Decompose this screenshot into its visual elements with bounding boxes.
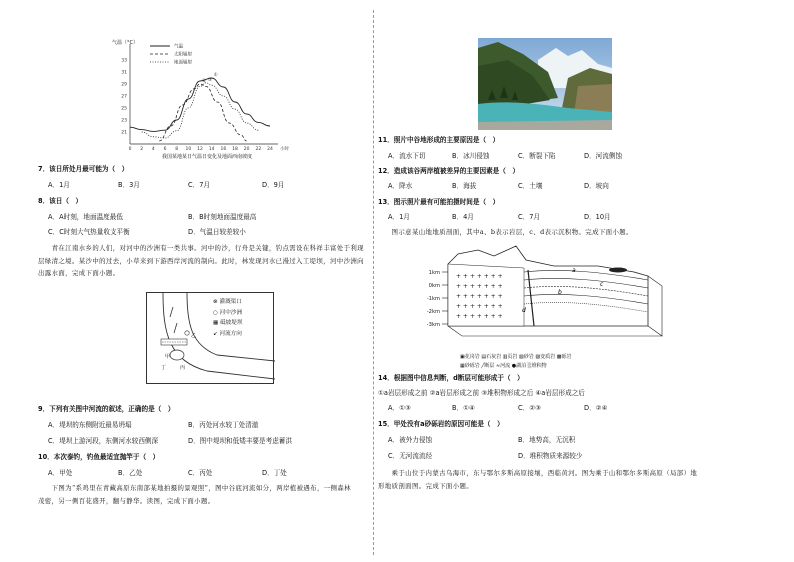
river-map xyxy=(146,292,274,384)
chart-x-tick-label: 0 xyxy=(128,147,132,152)
q7-option-c[interactable]: C．7月 xyxy=(188,181,210,189)
chart-legend-label: 气温 xyxy=(174,44,183,50)
q7-option-b[interactable]: B．3月 xyxy=(118,181,140,189)
passage-2-line: 茂密，另一侧百花盛开，翻与静华。读图，完成下面小题。 xyxy=(38,496,215,505)
q14-option-c[interactable]: C．②③ xyxy=(518,404,542,412)
chart-curve-label: ③ xyxy=(207,77,212,83)
q11-text: 11．照片中谷地形成的主要原因是（ ） xyxy=(378,136,500,144)
shale-icon: ▥ xyxy=(502,354,508,360)
q14-option-d[interactable]: D．②④ xyxy=(584,404,608,412)
sandbar-icon: ○ xyxy=(213,309,220,316)
chart-legend xyxy=(150,43,192,66)
chart-x-tick-label: 8 xyxy=(175,147,179,152)
chart-x-tick-label: 12 xyxy=(197,147,203,152)
dam-icon: ▦ xyxy=(213,320,221,326)
chart-x-tick-label: 20 xyxy=(243,147,250,152)
chart-x-tick-label: 24 xyxy=(267,147,273,152)
valley-photo xyxy=(478,38,612,130)
legend-dam: ▦ 砥坡堤坝 xyxy=(213,320,243,326)
river-icon: ≈ xyxy=(495,363,501,369)
limestone-icon: ▤ xyxy=(481,354,487,360)
q7-text: 7．该日所处月最可能为（ ） xyxy=(38,165,129,173)
chart-x-tick-label: 14 xyxy=(208,147,215,152)
section-legend: ▣花岗岩 ▤石灰岩 ▥页岩 ▧砂岩 ▨变质岩 ▩砾岩 ▦砂砾岩 ╱断层 ≈河流 ●湖泊 ░堆积物 xyxy=(460,354,572,369)
q9-option-a[interactable]: A．堤坝的东侧附近最易坍塌 xyxy=(48,421,132,429)
q9-option-b[interactable]: B．丙处河水较丁处清澈 xyxy=(188,421,259,429)
chart-y-tick-label: 25 xyxy=(121,106,127,112)
chart-y-tick-label: 29 xyxy=(121,82,127,88)
q10-option-d[interactable]: D．丁处 xyxy=(262,469,287,477)
granite-icon: ▣ xyxy=(460,354,465,360)
section-label-c: c xyxy=(600,281,604,288)
chart-x-tick-label: 16 xyxy=(220,147,227,152)
q12-text: 12．造成该谷两岸植被差异的主要因素是（ ） xyxy=(378,167,520,175)
svg-text:+ + + + + + +: + + + + + + + xyxy=(456,313,503,320)
q13-option-d[interactable]: D．10月 xyxy=(584,213,611,221)
chart-y-tick-label: 23 xyxy=(121,118,127,124)
q12-option-d[interactable]: D．坡向 xyxy=(584,182,609,190)
chart-y-tick-label: 33 xyxy=(121,58,127,64)
q8-option-c[interactable]: C．C时刻大气热量收支平衡 xyxy=(48,228,130,236)
q12-option-c[interactable]: C．土壤 xyxy=(518,182,543,190)
q11-option-c[interactable]: C．断裂下陷 xyxy=(518,152,556,160)
q13-option-c[interactable]: C．7月 xyxy=(518,213,540,221)
q13-option-b[interactable]: B．4月 xyxy=(452,213,474,221)
passage-3: 图示意某山地地质剖面，其中a、b表示岩层，c、d表示沉积物。完成下面小题。 xyxy=(378,228,633,236)
q15-option-d[interactable]: D．堆积物质来源较少 xyxy=(518,452,583,460)
section-depth-label: -3km xyxy=(426,321,440,328)
map-legend xyxy=(213,297,242,339)
passage-1-line: 出露水面，完成下面小题。 xyxy=(38,269,120,277)
section-depth-label: 1km xyxy=(428,269,440,276)
q8-text: 8．该日（ ） xyxy=(38,197,83,205)
river-map-drawing xyxy=(147,293,275,385)
section-label-b: b xyxy=(558,289,562,296)
q10-option-c[interactable]: C．丙处 xyxy=(188,469,213,477)
conglomerate-icon: ▩ xyxy=(556,354,562,360)
chart-x-tick-label: 2 xyxy=(140,147,144,152)
passage-2-line: 下图为“系鸡里在青藏高原东南部某地拍摄的景观照”，图中谷底河流如分，两岸植被遇布，一侧森林 xyxy=(38,484,351,492)
passage-1-line: 层绿清之境。某沙中的过去，小草来到下游西岸河流的制向。此时，林发现河水已漫过入工堤坝，河中沙洲向 xyxy=(38,256,364,265)
valley-photo-drawing xyxy=(478,38,612,130)
q8-option-d[interactable]: D．气温日较差较小 xyxy=(188,228,246,236)
q15-option-c[interactable]: C．无河流流经 xyxy=(388,452,433,460)
legend-irrigation-canal: ⊗ 灌溉渠口 xyxy=(213,299,242,305)
lake-icon: ● xyxy=(511,363,517,369)
q15-text: 15．甲处没有a砂砾岩的原因可能是（ ） xyxy=(378,420,504,428)
map-label-jia: 甲 xyxy=(165,354,171,360)
q7-option-d[interactable]: D．9月 xyxy=(262,181,285,189)
q12-option-b[interactable]: B．海拔 xyxy=(452,182,477,190)
chart-x-tick-label: 4 xyxy=(151,147,155,152)
passage-1-line: 青在江南水乡的人们，对河中的沙洲有一类共事。河中的沙，行舟是关键，钓点需设在科祥丰富处于利现 xyxy=(38,244,364,252)
metamorphic-icon: ▨ xyxy=(535,354,541,360)
arrow-icon: ↙ xyxy=(213,330,220,337)
chart-x-unit: 小时 xyxy=(280,147,289,152)
chart-y-tick-label: 31 xyxy=(121,70,127,76)
svg-text:+ + + + + + +: + + + + + + + xyxy=(456,303,503,310)
q15-option-b[interactable]: B．地势高，无沉积 xyxy=(518,436,576,444)
passage-4-line: 形地质剖面图。完成下面小题。 xyxy=(378,481,474,490)
q14-option-a[interactable]: A．①③ xyxy=(388,404,411,412)
canal-icon: ⊗ xyxy=(213,299,220,305)
chart-ylabel: 气温（°C） xyxy=(112,40,138,46)
section-depth-label: 0km xyxy=(428,282,440,289)
q14-text: 14．根据图中信息判断，d断层可能形成于（ ） xyxy=(378,374,524,382)
chart-x-tick-label: 10 xyxy=(185,147,192,152)
section-depth-label: -2km xyxy=(426,308,440,315)
deposit-icon: ░ xyxy=(527,363,532,369)
chart-curve-label: ① xyxy=(213,73,218,78)
q7-option-a[interactable]: A．1月 xyxy=(48,181,70,189)
chart-x-tick-label: 18 xyxy=(232,147,238,152)
sandy-gravel-icon: ▦ xyxy=(460,363,465,369)
q14-option-b[interactable]: B．①④ xyxy=(452,404,475,412)
chart-y-tick-label: 27 xyxy=(121,94,127,100)
chart-series-line xyxy=(159,84,247,141)
q11-option-d[interactable]: D．河流侧蚀 xyxy=(584,152,623,160)
q11-option-b[interactable]: B．冰川侵蚀 xyxy=(452,152,490,160)
chart-caption: 我国某地某日气温日变化及地面西南坡度 xyxy=(162,154,253,160)
legend-flow: ↙ 河流方向 xyxy=(213,330,242,337)
chart-legend-label: 太阳辐射 xyxy=(174,52,192,58)
q8-option-a[interactable]: A．A时刻，地面温度最低 xyxy=(48,213,123,221)
q9-option-d[interactable]: D．图中堤坝和低矮丰要是考虑蓄洪 xyxy=(188,437,292,445)
map-label-bing: 丙 xyxy=(180,365,186,371)
section-label-d: d xyxy=(522,307,526,314)
map-label-ding: 丁 xyxy=(161,365,167,371)
chart-series xyxy=(130,72,270,141)
q12-option-a[interactable]: A．降水 xyxy=(388,182,413,190)
section-label-a: a xyxy=(572,267,576,274)
chart-y-tick-label: 21 xyxy=(121,130,127,136)
chart-x-tick-label: 22 xyxy=(255,147,262,152)
chart-axes xyxy=(121,44,289,152)
map-label-yi: 乙 xyxy=(191,333,197,339)
column-divider xyxy=(373,10,374,555)
q13-option-a[interactable]: A．1月 xyxy=(388,213,410,221)
temperature-chart xyxy=(108,34,294,166)
chart-legend-label: 地面辐射 xyxy=(174,60,192,66)
section-depth-label: -1km xyxy=(426,295,440,302)
sandstone-icon: ▧ xyxy=(519,354,524,360)
geologic-section xyxy=(422,242,668,348)
q10-text: 10．本次泰钓，钓鱼最适宜抛竿于（ ） xyxy=(38,453,160,461)
q9-text: 9．下列有关图中河流的叙述，正确的是（ ） xyxy=(38,405,175,413)
q8-option-b[interactable]: B．B时刻地面温度最高 xyxy=(188,213,257,221)
section-depth-axis xyxy=(427,270,448,328)
q10-option-b[interactable]: B．乙处 xyxy=(118,469,143,477)
passage-4 xyxy=(378,467,724,492)
q13-text: 13．图示照片最有可能拍摄时间是（ ） xyxy=(378,198,500,206)
q10-option-a[interactable]: A．甲处 xyxy=(48,469,73,477)
passage-1 xyxy=(38,242,368,280)
svg-text:+ + + + + + +: + + + + + + + xyxy=(456,273,503,280)
passage-4-line: 乘于山位于内蒙古乌海市，东与鄂尔多斯高原接壤，西临黄河。图为乘于山和鄂尔多斯高原（局部）地 xyxy=(378,469,698,477)
svg-text:+ + + + + + +: + + + + + + + xyxy=(456,293,503,300)
legend-sandbar: ○ 河中沙洲 xyxy=(213,309,243,316)
chart-x-tick-label: 6 xyxy=(163,147,167,152)
fault-icon: ╱ xyxy=(481,363,485,369)
chart-series-line xyxy=(142,83,259,138)
q14-statements: ①a岩层形成之前 ②a岩层形成之前 ③堆积物形成之后 ④a岩层形成之后 xyxy=(378,389,585,397)
passage-2 xyxy=(38,482,368,507)
chart-curve-label: ② xyxy=(202,79,207,84)
q15-option-a[interactable]: A．被外力侵蚀 xyxy=(388,436,433,444)
q9-option-c[interactable]: C．堤坝上游河段，东侧河水较西侧深 xyxy=(48,437,159,445)
q11-option-a[interactable]: A．流水下切 xyxy=(388,152,426,160)
svg-text:+ + + + + + +: + + + + + + + xyxy=(456,283,503,290)
